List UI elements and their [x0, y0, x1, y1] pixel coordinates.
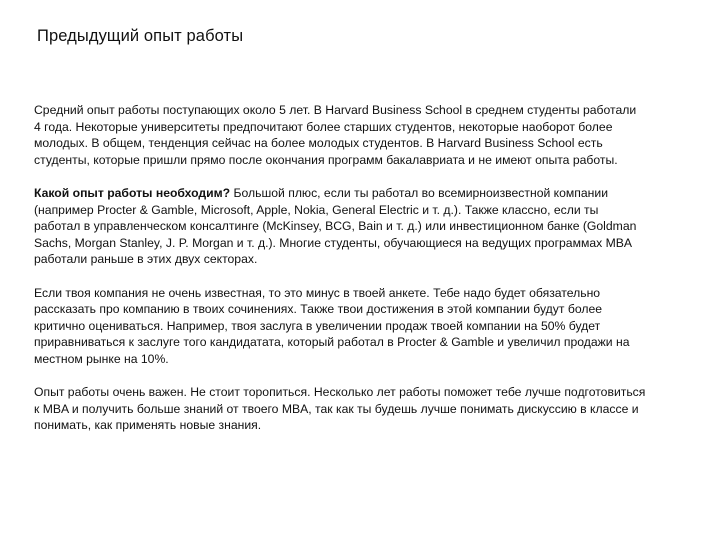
- paragraph-lead-heading: Какой опыт работы необходим?: [34, 185, 231, 200]
- paragraph-text: Если твоя компания не очень известная, то это минус в твоей анкете. Тебе надо будет обязательно рассказать про компанию в твоих сочинениях. Также твои достижения в этой компании будут более критично оцениваться. Например, твоя заслуга в увеличении продаж твоей компании на 50% будет приравниваться к заслуге того кандидатата, который работал в Procter & Gamble и увеличил продажи на местном рынке на 10%.: [34, 285, 630, 366]
- paragraph-text: Средний опыт работы поступающих около 5 лет. В Harvard Business School в среднем студенты работали 4 года. Некоторые университеты предпочитают более старших студентов, некоторые наоборот более молодых. В общем, тенденция сейчас на более молодых студентов. В Harvard Business School есть студенты, которые пришли прямо после окончания программ бакалавриата и не имеют опыта работы.: [34, 103, 637, 167]
- paragraph-text: Опыт работы очень важен. Не стоит торопиться. Несколько лет работы поможет тебе лучше подготовиться к MBA и получить больше знаний от твоего MBA, так как ты будешь лучше понимать дискуссию в классе и понимать, как применять новые знания.: [34, 385, 646, 433]
- paragraph-required-experience: [34, 185, 646, 268]
- paragraph-experience-importance: [34, 384, 646, 434]
- paragraph-text: Большой плюс, если ты работал во всемирноизвестной компании (например Procter & Gamble, Microsoft, Apple, Nokia, General Electric и т. д.). Также классно, если ты работал в управленческом консалтинге (McKinsey, BCG, Bain и т. д.) или инвестиционном банке (Goldman Sachs, Morgan Stanley, J. P. Morgan и т. д.). Многие студенты, обучающиеся на ведущих программах MBA работали раньше в этих двух секторах.: [34, 185, 637, 267]
- paragraph-unknown-company: [34, 285, 646, 368]
- slide-body: [34, 102, 646, 434]
- paragraph-average-experience: [34, 102, 646, 168]
- slide-title: Предыдущий опыт работы: [37, 27, 244, 45]
